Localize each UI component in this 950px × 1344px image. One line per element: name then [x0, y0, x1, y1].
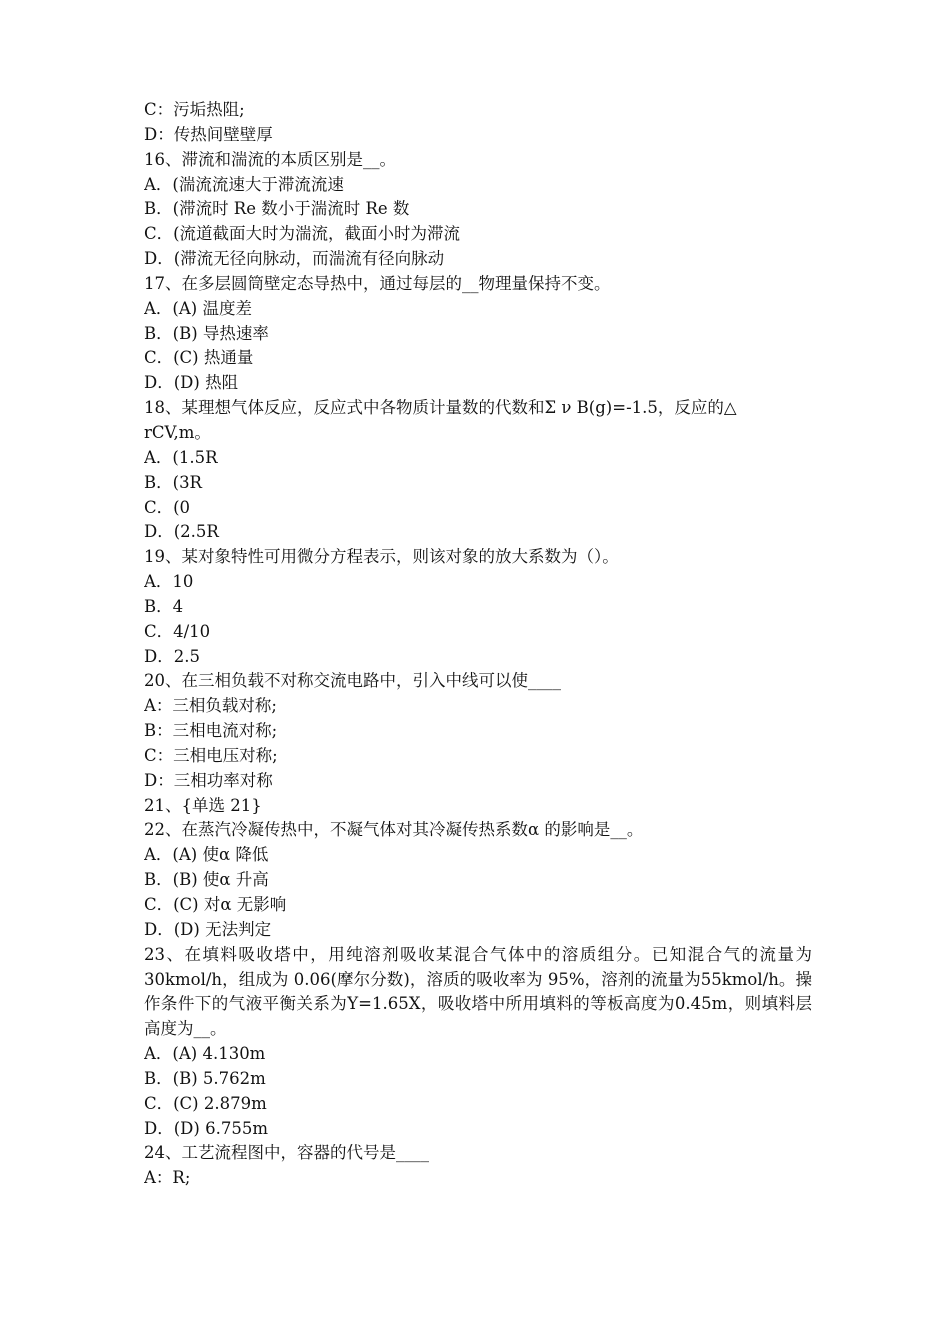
- question-18: 18、某理想气体反应，反应式中各物质计量数的代数和Σ ν B(g)=-1.5，反应的△: [144, 398, 737, 418]
- option-line: B：三相电流对称;: [144, 721, 278, 741]
- option-line: B．(B) 导热速率: [144, 323, 269, 343]
- option-line: B．(3R: [144, 472, 202, 492]
- question-21: 21、{单选 21}: [144, 795, 262, 815]
- option-line: C．4/10: [144, 621, 211, 641]
- option-line: C．(C) 热通量: [144, 348, 254, 368]
- text-line: D：传热间壁壁厚: [144, 124, 273, 144]
- question-24: 24、工艺流程图中，容器的代号是____: [144, 1143, 429, 1163]
- option-line: A．(A) 温度差: [144, 298, 252, 318]
- question-19: 19、某对象特性可用微分方程表示，则该对象的放大系数为（）。: [144, 547, 619, 567]
- option-line: D．(滞流无径向脉动，而湍流有径向脉动: [144, 249, 445, 269]
- option-line: D．(D) 无法判定: [144, 919, 272, 939]
- option-line: A：三相负载对称;: [144, 696, 277, 716]
- option-line: C．(C) 对α 无影响: [144, 895, 287, 914]
- option-line: A：R;: [144, 1168, 191, 1188]
- option-line: D．(D) 6.755m: [144, 1118, 268, 1138]
- option-line: B．4: [144, 596, 184, 616]
- option-line: A．10: [144, 572, 194, 592]
- question-16: 16、滞流和湍流的本质区别是__。: [144, 149, 396, 169]
- option-line: D．2.5: [144, 646, 200, 666]
- question-23: 23、在填料吸收塔中，用纯溶剂吸收某混合气体中的溶质组分。已知混合气的流量为 30kmol/h，组成为 0.06(摩尔分数)，溶质的吸收率为 95%，溶剂的流量为55kmol/h。操作条件下的气液平衡关系为Y=1.65X，吸收塔中所用填料的等板高度为0.45m，则填料层高度为__。: [144, 944, 812, 1039]
- question-18-continued: rCV,m。: [144, 422, 211, 442]
- option-line: C．(C) 2.879m: [144, 1093, 267, 1113]
- text-line: C：污垢热阻;: [144, 100, 245, 119]
- option-line: A．(1.5R: [144, 447, 218, 467]
- option-line: C：三相电压对称;: [144, 745, 278, 765]
- option-line: D．(D) 热阻: [144, 373, 239, 393]
- option-line: A．(湍流流速大于滞流流速: [144, 174, 344, 194]
- option-line: B．(B) 5.762m: [144, 1068, 266, 1088]
- option-line: B．(B) 使α 升高: [144, 870, 269, 890]
- option-line: B．(滞流时 Re 数小于湍流时 Re 数: [144, 199, 410, 219]
- option-line: A．(A) 使α 降低: [144, 845, 269, 865]
- question-20: 20、在三相负载不对称交流电路中，引入中线可以使____: [144, 671, 561, 691]
- question-17: 17、在多层圆筒壁定态导热中，通过每层的__物理量保持不变。: [144, 273, 611, 293]
- option-line: D：三相功率对称: [144, 770, 273, 790]
- option-line: C．(流道截面大时为湍流，截面小时为滞流: [144, 224, 461, 244]
- option-line: D．(2.5R: [144, 522, 219, 542]
- option-line: C．(0: [144, 497, 191, 517]
- document-body: [144, 98, 812, 1191]
- question-22: 22、在蒸汽冷凝传热中，不凝气体对其冷凝传热系数α 的影响是__。: [144, 820, 644, 840]
- option-line: A．(A) 4.130m: [144, 1044, 266, 1064]
